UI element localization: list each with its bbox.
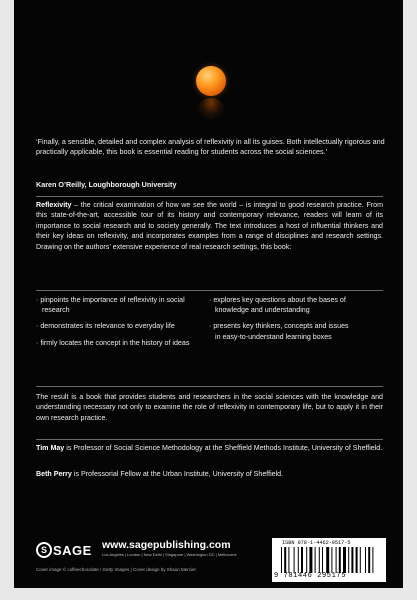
list-item: · demonstrates its relevance to everyday life [36, 322, 175, 331]
author-description: is Professor of Social Science Methodology at the Sheffield Methods Institute, University of Sheffield. [64, 444, 383, 452]
endorsement-quote: ‘Finally, a sensible, detailed and complex analysis of reflexivity in all its guises. Both intellectually rigorous and practically applicable, this book is essential reading for students across the social sciences.’ [36, 137, 385, 157]
orange-sphere-reflection [197, 98, 225, 120]
endorsement-attribution: Karen O’Reilly, Loughborough University [36, 180, 177, 189]
description-text: – the critical examination of how we see the world – is integral to good research practice. From this state-of-the-art, accessible tour of its history and contemporary relevance, readers will learn of its importance to social research and to society generally. The text introduces a host of influential thinkers and their key ideas on reflexivity, and incorporates examples from a range of disciplines and research settings. Drawing on the authors’ extensive experience of real research settings, this book: [36, 201, 383, 251]
divider [36, 290, 383, 291]
barcode-icon [280, 547, 380, 573]
sage-logo-mark: S [36, 542, 52, 558]
sage-logo [36, 540, 92, 560]
feature-list-left [36, 295, 194, 354]
author-description: is Professorial Fellow at the Urban Institute, University of Sheffield. [71, 470, 284, 478]
sage-logo-text: SAGE [53, 542, 92, 558]
isbn-label: ISBN 978-1-4462-9517-5 [282, 540, 351, 546]
publisher-cities: Los Angeles | London | New Delhi | Singapore | Washington DC | Melbourne [102, 552, 237, 557]
author-bio [36, 443, 383, 453]
list-item: · presents key thinkers, concepts and issues in easy-to-understand learning boxes [209, 322, 349, 341]
author-bio [36, 469, 383, 479]
barcode-digits: 9 781446 295175 [274, 572, 347, 580]
divider [36, 439, 383, 440]
isbn-barcode [272, 538, 386, 582]
publisher-website: www.sagepublishing.com [102, 539, 231, 551]
list-item: · firmly locates the concept in the history of ideas [36, 338, 190, 347]
list-item: · pinpoints the importance of reflexivity in social research [36, 296, 185, 315]
divider [36, 386, 383, 387]
back-cover [14, 0, 403, 588]
divider [36, 196, 383, 197]
feature-list-right [209, 295, 349, 348]
author-name: Beth Perry [36, 470, 72, 478]
cover-credit: Cover image © coffeechocolate / Getty Images | Cover design by Shaun Mercier [36, 567, 196, 572]
author-name: Tim May [36, 444, 65, 452]
conclusion-text: The result is a book that provides students and researchers in the social sciences with the knowledge and understanding necessary not only to examine the role of reflexivity in contemporary life, but to apply it in their own research practice. [36, 393, 383, 422]
orange-orb-image [14, 60, 403, 130]
orange-sphere [196, 66, 226, 96]
description-term: Reflexivity [36, 201, 72, 209]
list-item: · explores key questions about the bases of knowledge and understanding [209, 296, 346, 315]
book-description [36, 200, 383, 252]
